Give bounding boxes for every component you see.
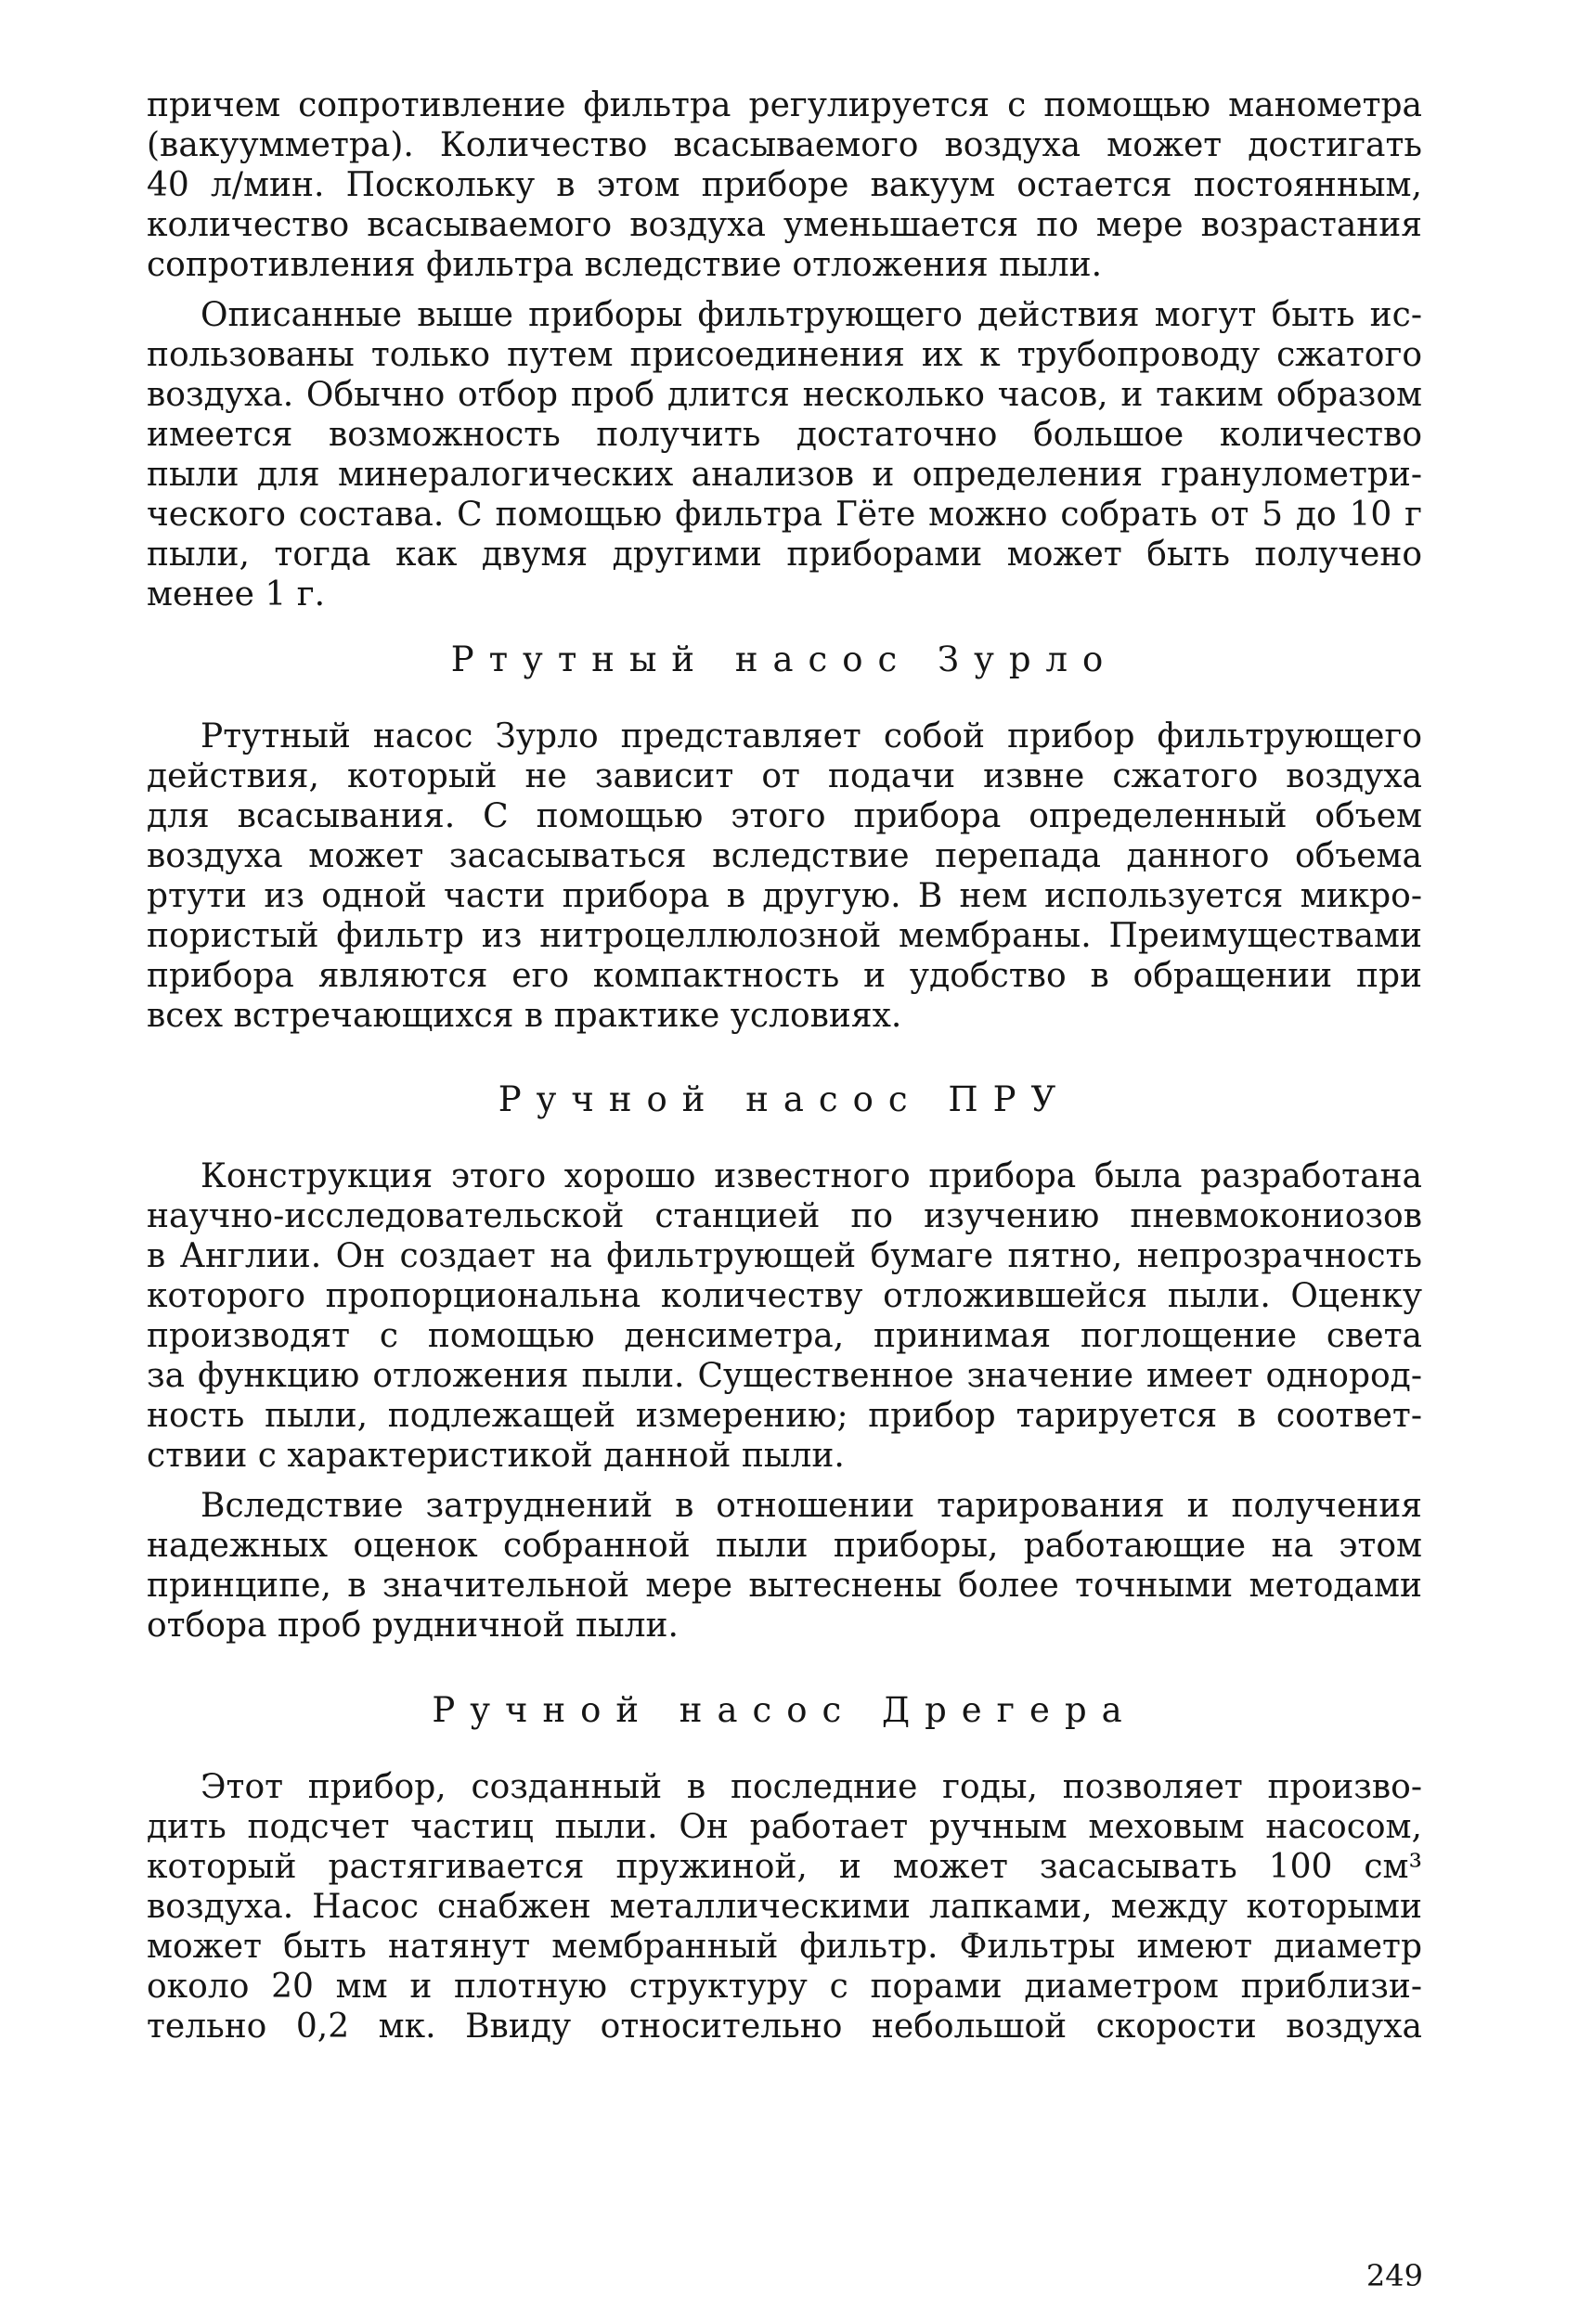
text-line: ческого состава. С помощью фильтра Гёте можно собрать от 5 до 10 г	[147, 496, 1422, 534]
text-line: Вследствие затруднений в отношении тарирования и получения	[201, 1487, 1422, 1525]
section-heading: Ручной насос ПРУ	[498, 1079, 1071, 1119]
text-line: воздуха может засасываться вследствие перепада данного объема	[147, 837, 1422, 875]
text-line: в Англии. Он создает на фильтрующей бумаге пятно, непрозрачность	[147, 1237, 1422, 1275]
text-line: тельно 0,2 мк. Ввиду относительно небольшой скорости воздуха	[147, 2008, 1422, 2046]
text-line: пыли для минералогических анализов и определения гранулометри-	[147, 456, 1422, 494]
text-line: количество всасываемого воздуха уменьшается по мере возрастания	[147, 206, 1422, 244]
text-line: причем сопротивление фильтра регулируется с помощью манометра	[147, 86, 1422, 124]
text-line: пыли, тогда как двумя другими приборами может быть получено	[147, 536, 1422, 574]
text-line: имеется возможность получить достаточно большое количество	[147, 416, 1422, 454]
text-line: пористый фильтр из нитроцеллюлозной мембраны. Преимуществами	[147, 917, 1422, 955]
text-line: действия, который не зависит от подачи извне сжатого воздуха	[147, 757, 1422, 795]
text-line: может быть натянут мембранный фильтр. Фильтры имеют диаметр	[147, 1928, 1422, 1966]
text-line: за функцию отложения пыли. Существенное значение имеет однород-	[147, 1357, 1422, 1395]
text-line: дить подсчет частиц пыли. Он работает ручным меховым насосом,	[147, 1808, 1422, 1846]
text-line: менее 1 г.	[147, 575, 326, 613]
section-heading: Ручной насос Дрегера	[432, 1690, 1137, 1730]
text-line: ствии с характеристикой данной пыли.	[147, 1437, 845, 1475]
text-line: сопротивления фильтра вследствие отложения пыли.	[147, 246, 1103, 284]
text-line: прибора являются его компактность и удобство в обращении при	[147, 957, 1422, 995]
text-line: производят с помощью денсиметра, принимая поглощение света	[147, 1317, 1422, 1355]
text-line: воздуха. Насос снабжен металлическими лапками, между которыми	[147, 1888, 1422, 1926]
text-line: Конструкция этого хорошо известного прибора была разработана	[201, 1157, 1422, 1195]
text-line: Описанные выше приборы фильтрующего действия могут быть ис-	[201, 296, 1422, 334]
text-line: Ртутный насос Зурло представляет собой прибор фильтрующего	[201, 717, 1422, 755]
text-line: надежных оценок собранной пыли приборы, работающие на этом	[147, 1527, 1422, 1565]
text-line: для всасывания. С помощью этого прибора определенный объем	[147, 797, 1422, 835]
page-number: 249	[1365, 2258, 1423, 2293]
text-line: отбора проб рудничной пыли.	[147, 1607, 679, 1645]
text-line: ртути из одной части прибора в другую. В нем используется микро-	[147, 877, 1422, 915]
text-line: Этот прибор, созданный в последние годы, позволяет произво-	[201, 1768, 1422, 1806]
text-line: (вакуумметра). Количество всасываемого воздуха может достигать	[147, 126, 1422, 164]
text-line: воздуха. Обычно отбор проб длится несколько часов, и таким образом	[147, 376, 1422, 414]
text-line: ность пыли, подлежащей измерению; прибор тарируется в соответ-	[147, 1397, 1422, 1435]
text-line: около 20 мм и плотную структуру с порами диаметром приблизи-	[147, 1968, 1422, 2006]
text-line: принципе, в значительной мере вытеснены более точными методами	[147, 1567, 1422, 1605]
text-line: которого пропорциональна количеству отложившейся пыли. Оценку	[147, 1277, 1422, 1315]
section-heading: Ртутный насос Зурло	[450, 639, 1119, 679]
text-line: научно-исследовательской станцией по изучению пневмокониозов	[147, 1197, 1422, 1235]
text-line: всех встречающихся в практике условиях.	[147, 997, 902, 1035]
text-line: 40 л/мин. Поскольку в этом приборе вакуум остается постоянным,	[147, 166, 1422, 204]
text-line: который растягивается пружиной, и может засасывать 100 см³	[147, 1848, 1422, 1886]
text-line: пользованы только путем присоединения их к трубопроводу сжатого	[147, 336, 1422, 374]
